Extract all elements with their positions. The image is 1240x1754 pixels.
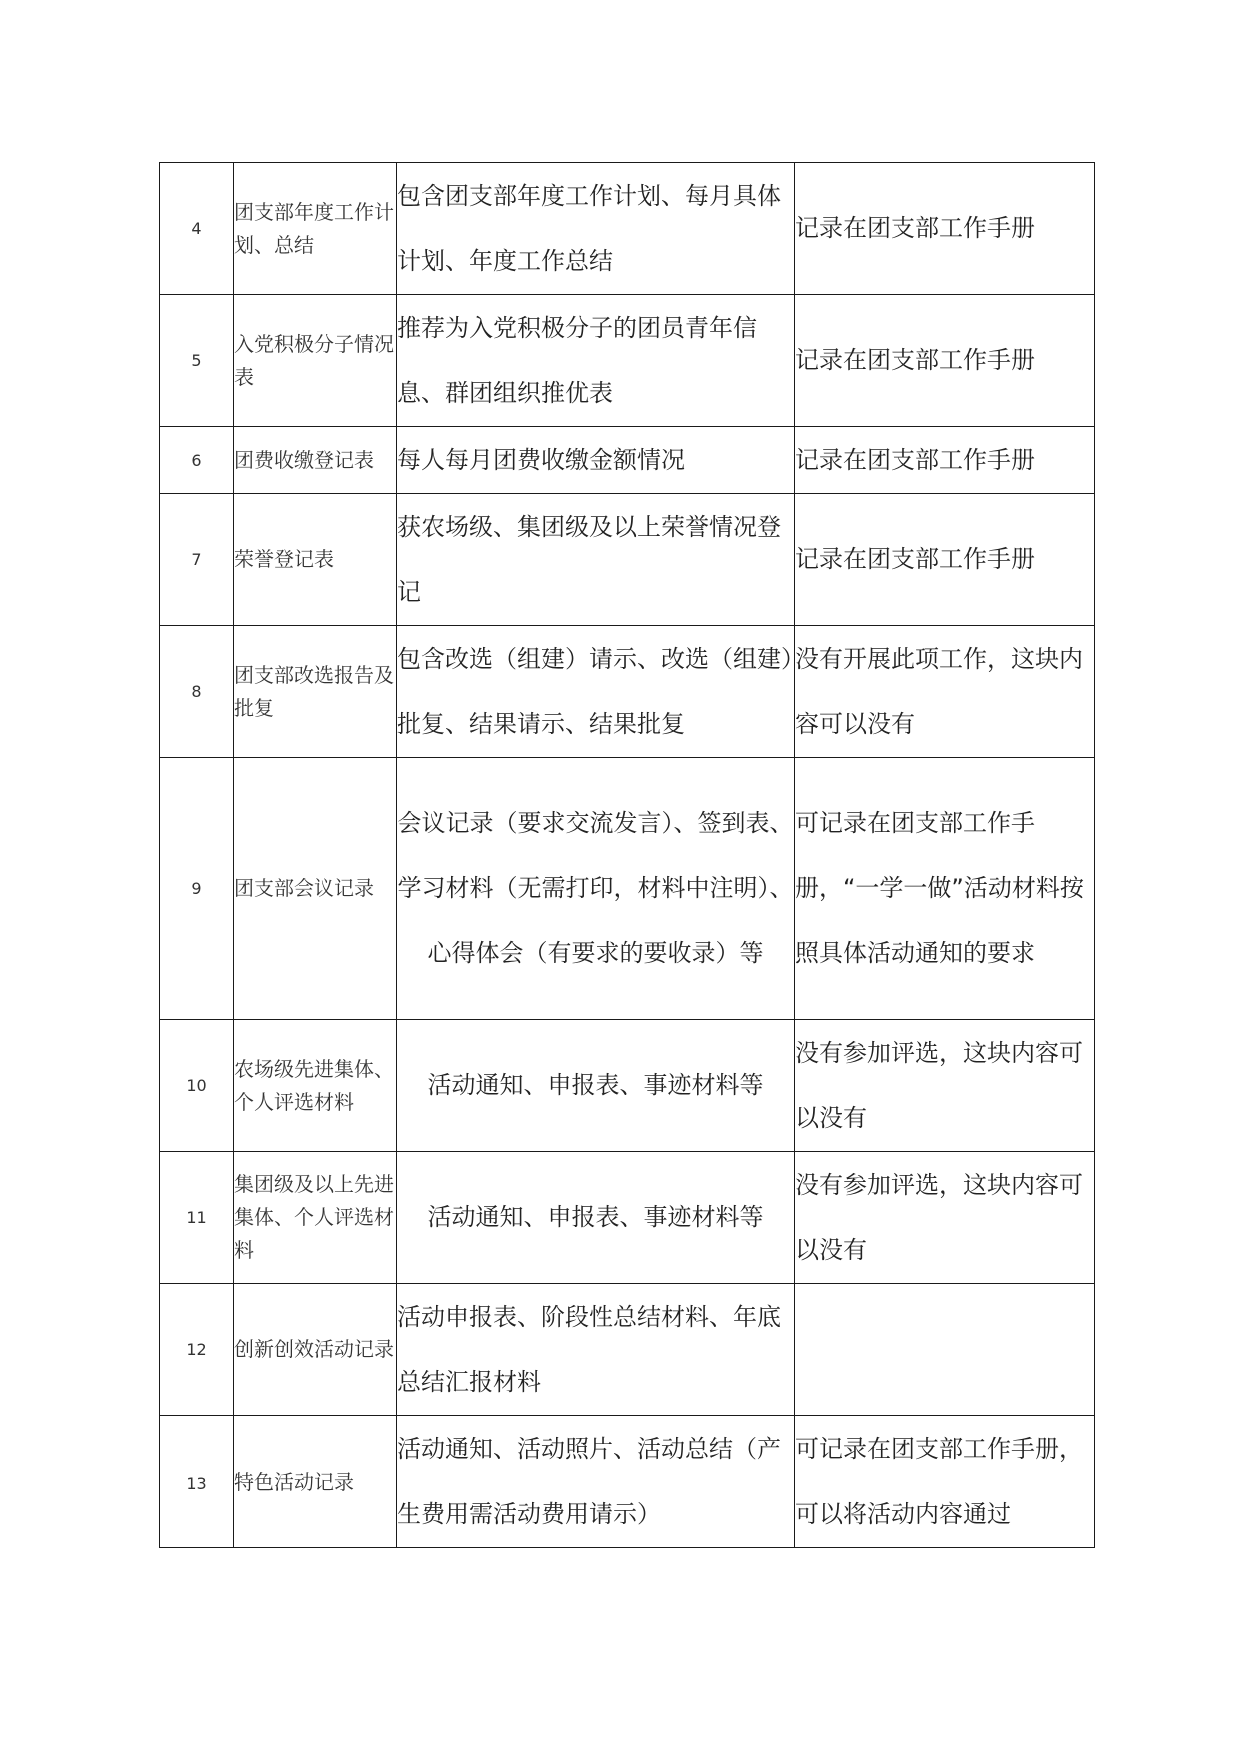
row-number: 6 bbox=[160, 427, 234, 494]
remark-text: 可记录在团支部工作手册，“一学一做”活动材料按照具体活动通知的要求 bbox=[795, 809, 1084, 967]
row-number: 13 bbox=[160, 1416, 234, 1548]
remark-text: 记录在团支部工作手册 bbox=[795, 214, 1035, 242]
table-row bbox=[160, 1416, 1095, 1548]
table-row bbox=[160, 758, 1095, 1020]
content-cell bbox=[397, 1152, 795, 1284]
row-number: 4 bbox=[160, 163, 234, 295]
remark-cell bbox=[795, 1020, 1095, 1152]
item-name-cell bbox=[234, 626, 397, 758]
remark-cell bbox=[795, 163, 1095, 295]
item-name-cell bbox=[234, 494, 397, 626]
remark-cell bbox=[795, 1152, 1095, 1284]
item-name: 农场级先进集体、个人评选材料 bbox=[234, 1056, 394, 1114]
content-cell bbox=[397, 626, 795, 758]
item-name-cell bbox=[234, 758, 397, 1020]
remark-cell bbox=[795, 1284, 1095, 1416]
remark-cell bbox=[795, 295, 1095, 427]
item-name: 入党积极分子情况表 bbox=[234, 331, 394, 389]
remark-cell bbox=[795, 758, 1095, 1020]
remark-text: 记录在团支部工作手册 bbox=[795, 545, 1035, 573]
table-row bbox=[160, 626, 1095, 758]
remark-text: 没有参加评选，这块内容可以没有 bbox=[795, 1170, 1083, 1264]
content-cell bbox=[397, 494, 795, 626]
content-text: 包含改选（组建）请示、改选（组建）批复、结果请示、结果批复 bbox=[397, 644, 793, 738]
content-text: 获农场级、集团级及以上荣誉情况登记 bbox=[397, 512, 781, 606]
item-name-cell bbox=[234, 295, 397, 427]
content-text: 每人每月团费收缴金额情况 bbox=[397, 445, 685, 474]
remark-cell bbox=[795, 427, 1095, 494]
row-number: 11 bbox=[160, 1152, 234, 1284]
remark-text: 没有开展此项工作，这块内容可以没有 bbox=[795, 644, 1083, 738]
remark-text: 可记录在团支部工作手册，可以将活动内容通过 bbox=[795, 1434, 1083, 1528]
content-cell bbox=[397, 1284, 795, 1416]
content-text: 活动通知、申报表、事迹材料等 bbox=[427, 1203, 764, 1231]
content-text: 活动通知、活动照片、活动总结（产生费用需活动费用请示） bbox=[397, 1434, 781, 1528]
row-number: 7 bbox=[160, 494, 234, 626]
content-text: 活动申报表、阶段性总结材料、年底总结汇报材料 bbox=[397, 1302, 781, 1396]
content-cell bbox=[397, 427, 795, 494]
item-name-cell bbox=[234, 1284, 397, 1416]
requirements-table bbox=[159, 162, 1095, 1548]
item-name: 团支部年度工作计划、总结 bbox=[234, 199, 394, 257]
remark-cell bbox=[795, 626, 1095, 758]
item-name: 团支部改选报告及批复 bbox=[234, 662, 394, 720]
table-row bbox=[160, 163, 1095, 295]
item-name-cell bbox=[234, 163, 397, 295]
item-name: 团支部会议记录 bbox=[234, 876, 374, 900]
table-row bbox=[160, 1020, 1095, 1152]
content-cell bbox=[397, 1020, 795, 1152]
remark-text: 记录在团支部工作手册 bbox=[795, 445, 1035, 474]
item-name: 特色活动记录 bbox=[234, 1469, 354, 1494]
row-number: 5 bbox=[160, 295, 234, 427]
content-cell bbox=[397, 1416, 795, 1548]
table-row bbox=[160, 1152, 1095, 1284]
content-text: 推荐为入党积极分子的团员青年信息、群团组织推优表 bbox=[397, 313, 757, 407]
content-text: 会议记录（要求交流发言）、签到表、学习材料（无需打印，材料中注明）、心得体会（有要求的要收录）等 bbox=[397, 809, 794, 967]
content-text: 包含团支部年度工作计划、每月具体计划、年度工作总结 bbox=[397, 181, 781, 275]
content-cell bbox=[397, 163, 795, 295]
table-row bbox=[160, 1284, 1095, 1416]
item-name-cell bbox=[234, 1152, 397, 1284]
item-name: 创新创效活动记录 bbox=[234, 1337, 394, 1361]
item-name-cell bbox=[234, 1020, 397, 1152]
item-name: 荣誉登记表 bbox=[234, 547, 334, 571]
content-cell bbox=[397, 758, 795, 1020]
item-name: 集团级及以上先进集体、个人评选材料 bbox=[234, 1172, 394, 1262]
remark-cell bbox=[795, 494, 1095, 626]
table-row bbox=[160, 295, 1095, 427]
row-number: 10 bbox=[160, 1020, 234, 1152]
row-number: 12 bbox=[160, 1284, 234, 1416]
item-name-cell bbox=[234, 427, 397, 494]
remark-cell bbox=[795, 1416, 1095, 1548]
remark-text: 记录在团支部工作手册 bbox=[795, 346, 1035, 374]
row-number: 9 bbox=[160, 758, 234, 1020]
content-text: 活动通知、申报表、事迹材料等 bbox=[427, 1071, 764, 1099]
content-cell bbox=[397, 295, 795, 427]
remark-text: 没有参加评选，这块内容可以没有 bbox=[795, 1038, 1083, 1132]
item-name-cell bbox=[234, 1416, 397, 1548]
row-number: 8 bbox=[160, 626, 234, 758]
item-name: 团费收缴登记表 bbox=[234, 447, 374, 472]
table-row bbox=[160, 427, 1095, 494]
table-row bbox=[160, 494, 1095, 626]
